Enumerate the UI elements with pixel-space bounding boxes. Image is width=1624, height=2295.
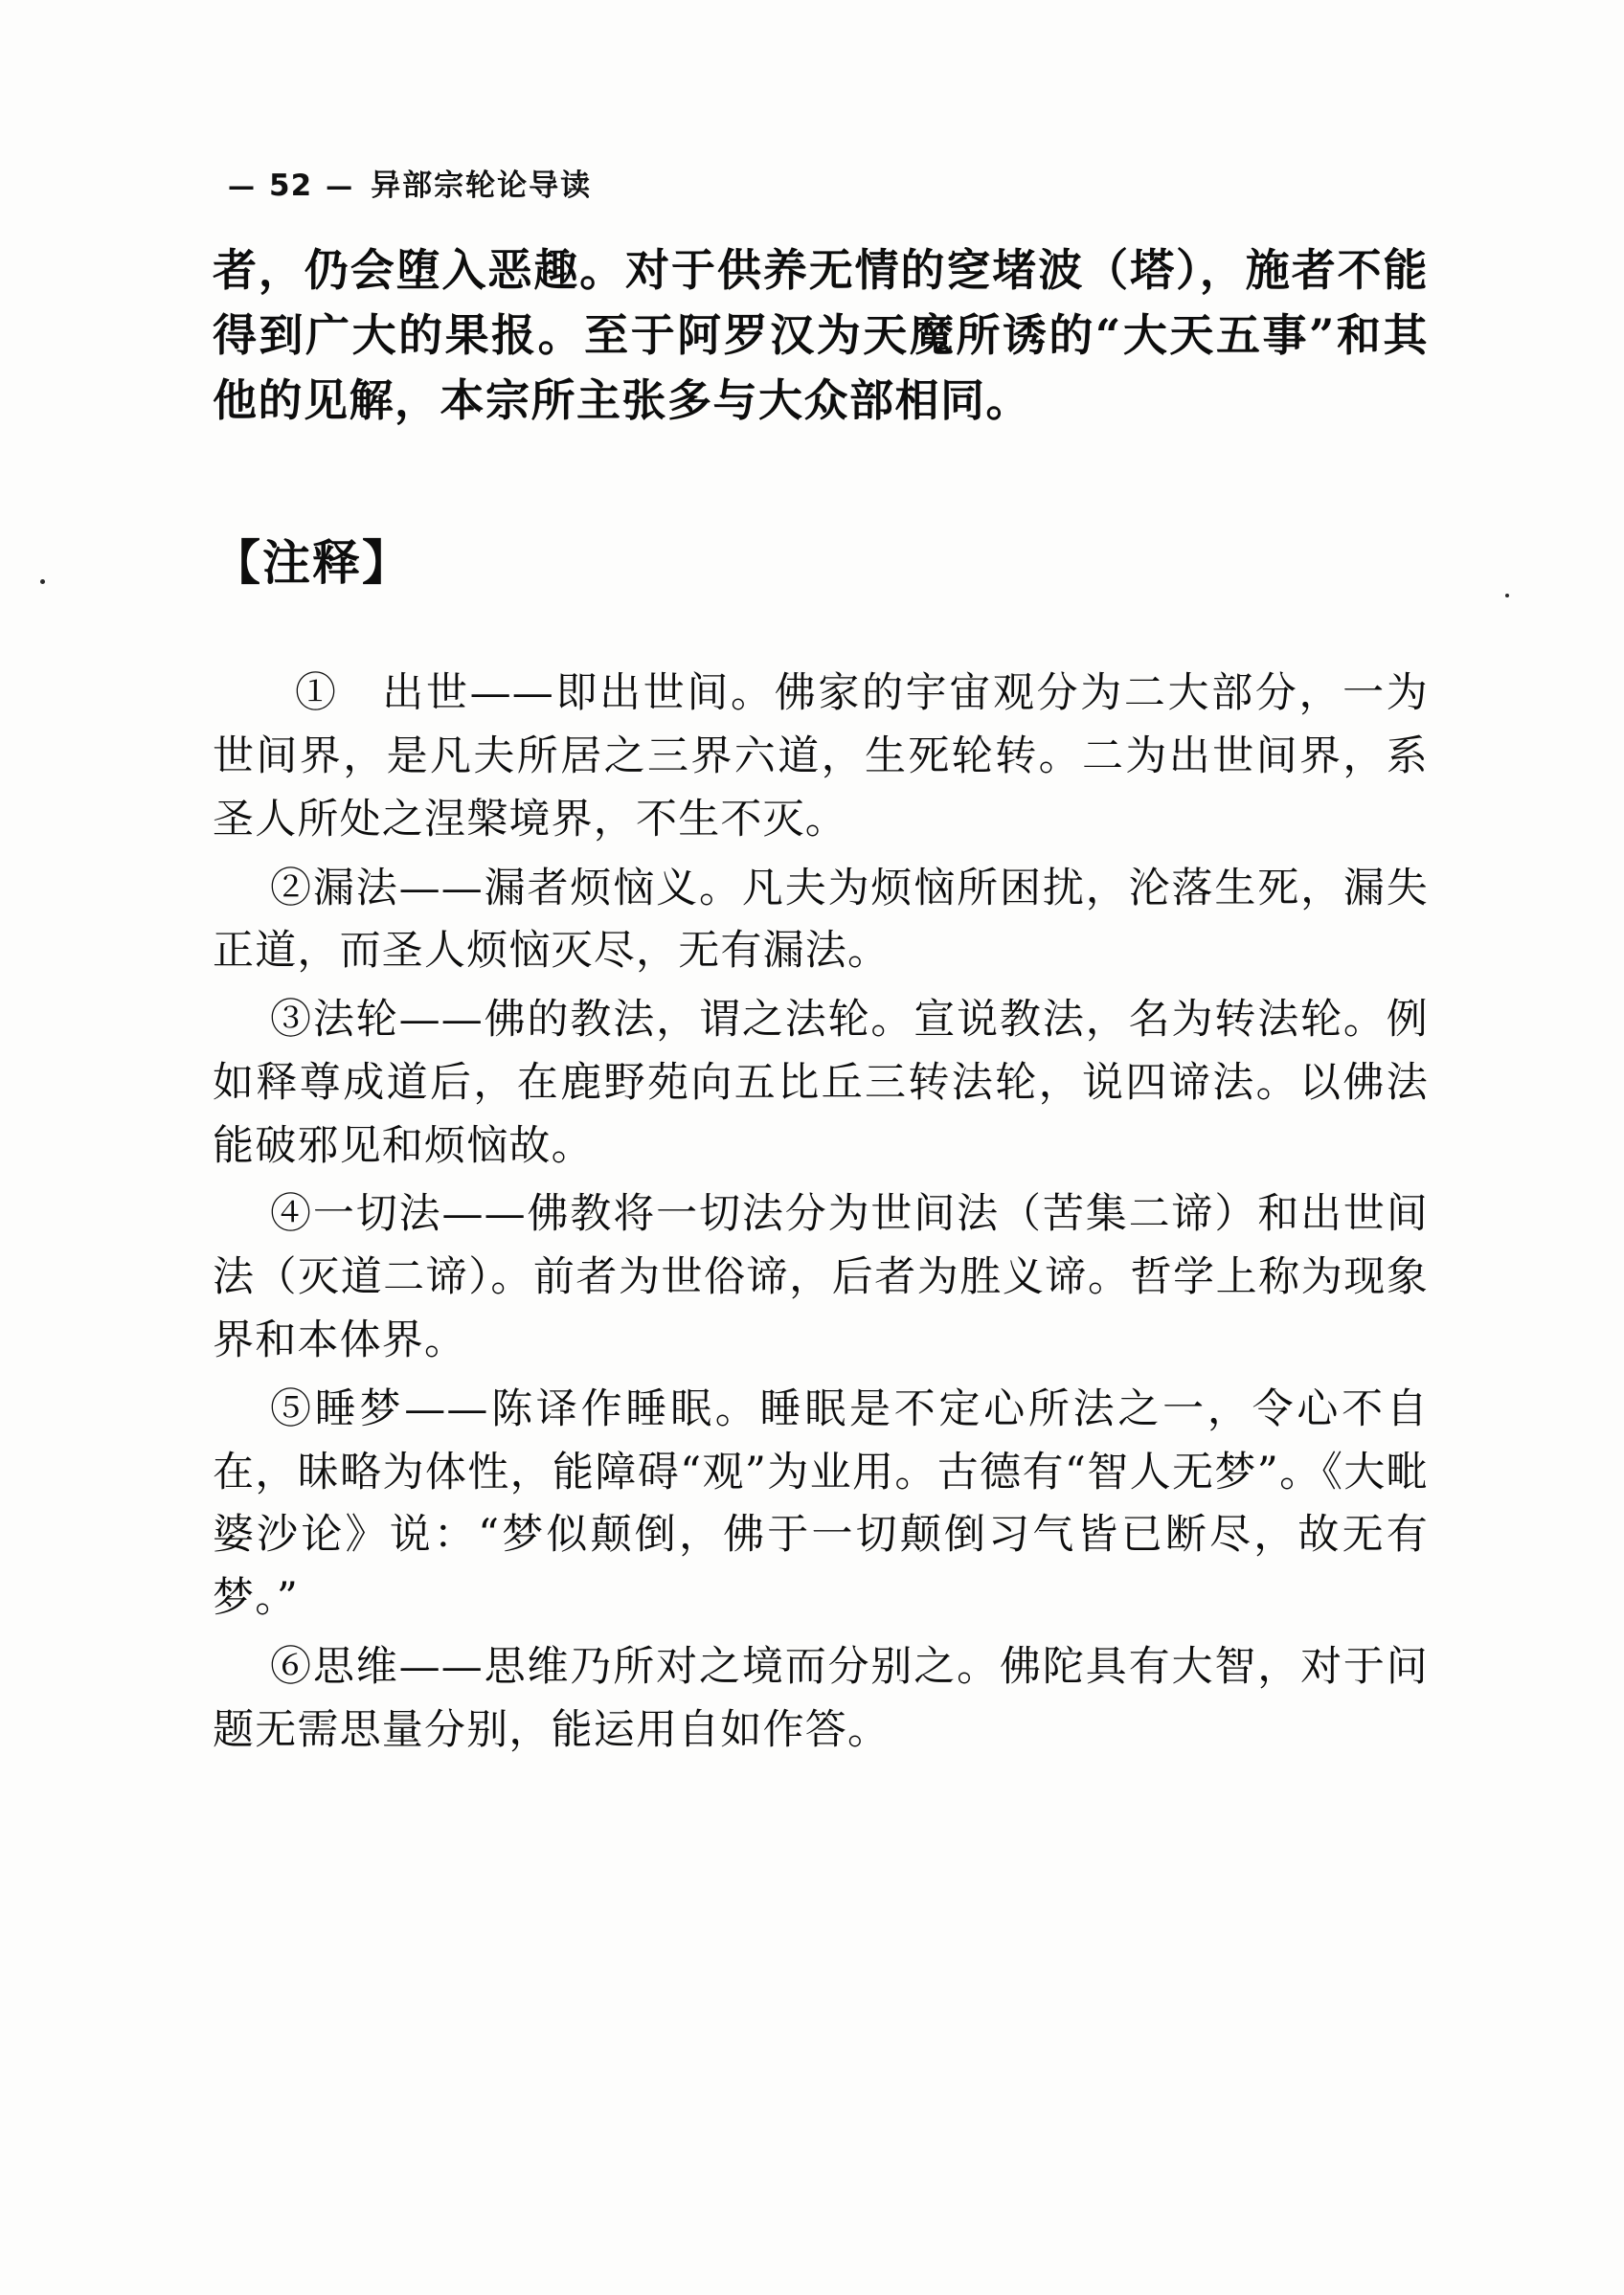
note-item: ⑥思维——思维乃所对之境而分别之。佛陀具有大智，对于问题无需思量分别，能运用自如作答。: [213, 1642, 1429, 1754]
opening-paragraph: 者，仍会堕入恶趣。对于供养无情的窆堵波（塔），施者不能得到广大的果报。至于阿罗汉为天魔所诱的“大天五事”和其他的见解，本宗所主张多与大众部相同。: [213, 244, 1429, 427]
note-item: ③法轮——佛的教法，谓之法轮。宣说教法，名为转法轮。例如释尊成道后，在鹿野苑向五比丘三转法轮，说四谛法。以佛法能破邪见和烦恼故。: [213, 996, 1429, 1170]
header-left-dash: —: [228, 170, 256, 202]
note-item: ④一切法——佛教将一切法分为世间法（苦集二谛）和出世间法（灭道二谛）。前者为世俗谛，后者为胜义谛。哲学上称为现象界和本体界。: [213, 1190, 1429, 1365]
section-heading-notes: 【注释】: [213, 535, 412, 592]
note-item: ⑤睡梦——陈译作睡眠。睡眠是不定心所法之一，令心不自在，昧略为体性，能障碍“观”为业用。古德有“智人无梦”。《大毗婆沙论》说：“梦似颠倒，佛于一切颠倒习气皆已断尽，故无有梦。”: [213, 1384, 1429, 1623]
page-header: [222, 161, 592, 204]
header-right-dash: —: [326, 170, 354, 202]
page-content: [213, 237, 1429, 1768]
page-number: 52: [269, 169, 313, 203]
book-title: 异部宗轮论导读: [371, 169, 593, 203]
page-speck: [40, 579, 45, 584]
notes-list: [213, 663, 1429, 1762]
page-speck: [1505, 594, 1509, 597]
note-item: ① 出世——即出世间。佛家的宇宙观分为二大部分，一为世间界，是凡夫所居之三界六道，生死轮转。二为出世间界，系圣人所处之涅槃境界，不生不灭。: [213, 669, 1429, 844]
note-item: ②漏法——漏者烦恼义。凡夫为烦恼所困扰，沦落生死，漏失正道，而圣人烦恼灭尽，无有漏法。: [213, 864, 1429, 976]
